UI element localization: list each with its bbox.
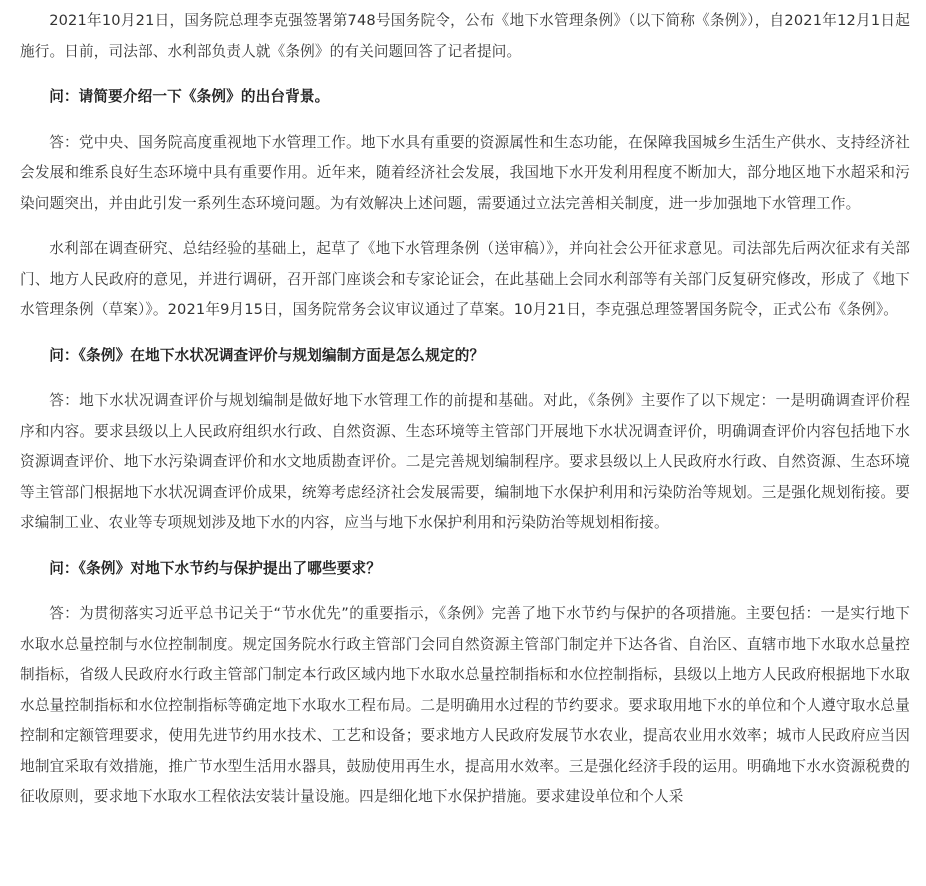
answer-background-paragraph: 答：党中央、国务院高度重视地下水管理工作。地下水具有重要的资源属性和生态功能，在保障我国城乡生活生产供水、支持经济社会发展和维系良好生态环境中具有重要作用。近年来，随着经济社会发展，我国地下水开发利用程度不断加大，部分地区地下水超采和污染问题突出，并由此引发一系列生态环境问题。为有效解决上述问题，需要通过立法完善相关制度，进一步加强地下水管理工作。 [20,133,910,212]
answer-conservation-paragraph: 答：为贯彻落实习近平总书记关于“节水优先”的重要指示，《条例》完善了地下水节约与保护的各项措施。主要包括：一是实行地下水取水总量控制与水位控制制度。规定国务院水行政主管部门会同自然资源主管部门制定并下达各省、自治区、直辖市地下水取水总量控制指标，省级人民政府水行政主管部门制定本行政区域内地下水取水总量控制指标和水位控制指标，县级以上地方人民政府根据地下水取水总量控制指标和水位控制指标等确定地下水取水工程布局。二是明确用水过程的节约要求。要求取用地下水的单位和个人遵守取水总量控制和定额管理要求，使用先进节约用水技术、工艺和设备；要求地方人民政府发展节水农业，提高农业用水效率；城市人民政府应当因地制宜采取有效措施，推广节水型生活用水器具，鼓励使用再生水，提高用水效率。三是强化经济手段的运用。明确地下水水资源税费的征收原则，要求地下水取水工程依法安装计量设施。四是细化地下水保护措施。要求建设单位和个人采 [20,605,910,805]
intro-paragraph: 2021年10月21日，国务院总理李克强签署第748号国务院令，公布《地下水管理条例》（以下简称《条例》），自2021年12月1日起施行。日前，司法部、水利部负责人就《条例》的有关问题回答了记者提问。 [20,12,910,60]
question-survey-planning: 问：《条例》在地下水状况调查评价与规划编制方面是怎么规定的？ [49,346,485,364]
answer-survey-planning-paragraph: 答：地下水状况调查评价与规划编制是做好地下水管理工作的前提和基础。对此，《条例》主要作了以下规定：一是明确调查评价程序和内容。要求县级以上人民政府组织水行政、自然资源、生态环境等主管部门开展地下水状况调查评价，明确调查评价内容包括地下水资源调查评价、地下水污染调查评价和水文地质勘查评价。二是完善规划编制程序。要求县级以上人民政府水行政、自然资源、生态环境等主管部门根据地下水状况调查评价成果，统筹考虑经济社会发展需要，编制地下水保护利用和污染防治等规划。三是强化规划衔接。要求编制工业、农业等专项规划涉及地下水的内容，应当与地下水保护利用和污染防治等规划相衔接。 [20,392,910,531]
drafting-process-paragraph: 水利部在调查研究、总结经验的基础上，起草了《地下水管理条例（送审稿）》，并向社会公开征求意见。司法部先后两次征求有关部门、地方人民政府的意见，并进行调研，召开部门座谈会和专家论证会，在此基础上会同水利部等有关部门反复研究修改，形成了《地下水管理条例（草案）》。2021年9月15日，国务院常务会议审议通过了草案。10月21日，李克强总理签署国务院令，正式公布《条例》。 [20,240,910,318]
question-background: 问：请简要介绍一下《条例》的出台背景。 [49,88,330,105]
question-conservation: 问：《条例》对地下水节约与保护提出了哪些要求？ [49,559,381,577]
